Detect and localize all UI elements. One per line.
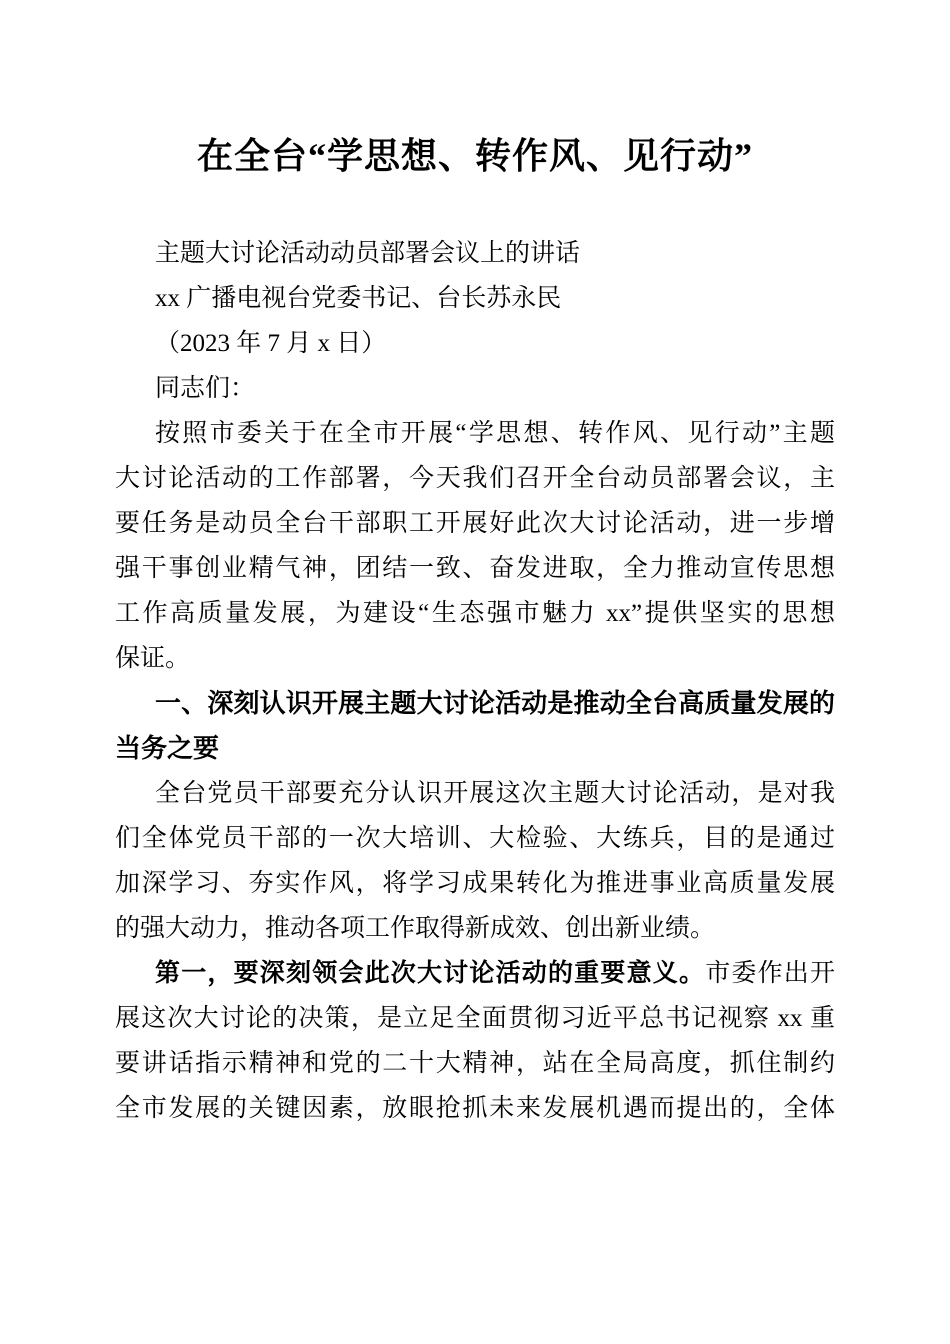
text-line: 一、深刻认识开展主题大讨论活动是推动全台高质量发展的 — [155, 688, 835, 718]
text-line: 工作高质量发展，为建设“生态强市魅力 xx”提供坚实的思想 — [115, 600, 835, 627]
text-line: 加深学习、夯实作风，将学习成果转化为推进事业高质量发展 — [115, 870, 835, 897]
text-line: 全市发展的关键因素，放眼抢抓未来发展机遇而提出的，全体 — [115, 1095, 835, 1122]
text-line: 要讲话指示精神和党的二十大精神，站在全局高度，抓住制约 — [115, 1050, 835, 1077]
meta-line-speaker: xx 广播电视台党委书记、台长苏永民 — [155, 285, 562, 312]
text-line: 展这次大讨论的决策，是立足全面贯彻习近平总书记视察 xx 重 — [115, 1005, 835, 1032]
text-line: 全台党员干部要充分认识开展这次主题大讨论活动，是对我 — [155, 780, 835, 807]
text-line: 大讨论活动的工作部署，今天我们召开全台动员部署会议，主 — [115, 465, 835, 492]
document-body — [115, 411, 835, 1131]
text-line — [115, 951, 835, 996]
bold-lead-in: 第一，要深刻领会此次大讨论活动的重要意义。 — [155, 960, 706, 987]
text-line: 保证。 — [115, 645, 191, 672]
meta-line-occasion: 主题大讨论活动动员部署会议上的讲话 — [155, 240, 581, 267]
text-line: 按照市委关于在全市开展“学思想、转作风、见行动”主题 — [155, 420, 835, 447]
text-line: 要任务是动员全台干部职工开展好此次大讨论活动，进一步增 — [115, 510, 835, 537]
text-line: 们全体党员干部的一次大培训、大检验、大练兵，目的是通过 — [115, 825, 835, 852]
text-line: 的强大动力，推动各项工作取得新成效、创出新业绩。 — [115, 915, 716, 942]
text-run: 市委作出开 — [705, 960, 835, 987]
document-title: 在全台“学思想、转作风、见行动” — [196, 136, 753, 176]
section-heading — [115, 681, 835, 771]
paragraph — [115, 771, 835, 951]
paragraph — [115, 951, 835, 1131]
text-line: 强干事创业精气神，团结一致、奋发进取，全力推动宣传思想 — [115, 555, 835, 582]
meta-line-date: （2023 年 7 月 x 日） — [155, 330, 387, 357]
paragraph — [115, 411, 835, 681]
text-line: 当务之要 — [115, 733, 220, 763]
salutation-line: 同志们： — [155, 375, 256, 402]
